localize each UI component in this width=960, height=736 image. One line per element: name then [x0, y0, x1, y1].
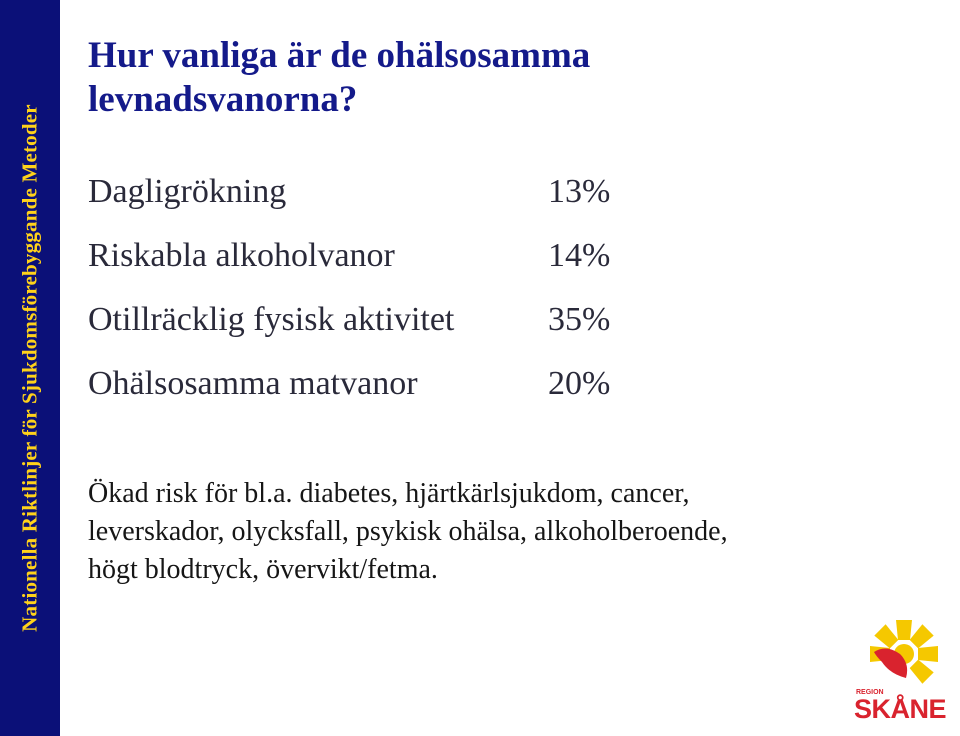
logo-region-label: REGION — [856, 689, 884, 696]
stat-label: Ohälsosamma matvanor — [88, 365, 418, 402]
stat-value: 35% — [548, 301, 611, 338]
logo-sun-icon — [870, 620, 938, 684]
page-title-line-1: Hur vanliga är de ohälsosamma — [88, 35, 591, 76]
page-title-line-2: levnadsvanorna? — [88, 79, 358, 120]
risk-paragraph — [88, 475, 928, 589]
stat-value: 20% — [548, 365, 611, 402]
risk-line-1: Ökad risk för bl.a. diabetes, hjärtkärlsjukdom, cancer, — [88, 478, 690, 509]
region-skane-logo — [848, 616, 956, 726]
sidebar — [0, 0, 60, 736]
stat-value: 13% — [548, 173, 611, 210]
stat-value: 14% — [548, 237, 611, 274]
risk-line-2: leverskador, olycksfall, psykisk ohälsa, alkoholberoende, — [88, 516, 728, 547]
stat-label: Otillräcklig fysisk aktivitet — [88, 301, 455, 338]
risk-line-3: högt blodtryck, övervikt/fetma. — [88, 554, 438, 585]
sidebar-title: Nationella Riktlinjer för Sjukdomsförebyggande Metoder — [17, 104, 42, 632]
stat-label: Riskabla alkoholvanor — [88, 237, 395, 274]
page-title — [88, 34, 928, 122]
logo-name: SKÅNE — [854, 694, 947, 724]
stat-label: Dagligrökning — [88, 173, 287, 210]
